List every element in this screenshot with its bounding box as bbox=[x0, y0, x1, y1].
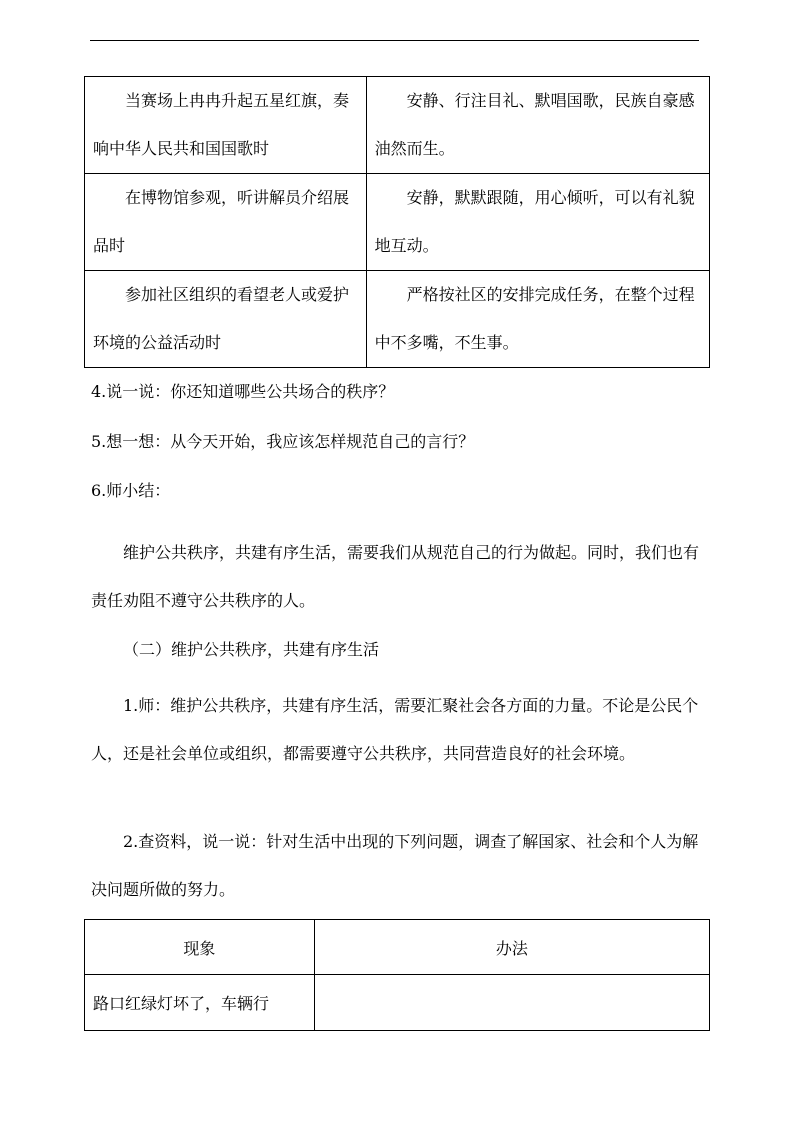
item-6: 6.师小结： bbox=[91, 481, 171, 500]
table-header-row bbox=[85, 920, 710, 975]
paragraph-2: 2.查资料，说一说：针对生活中出现的下列问题，调查了解国家、社会和个人为解决问题所做的努力。 bbox=[91, 832, 699, 899]
table-row bbox=[85, 77, 710, 174]
section-heading: （二）维护公共秩序，共建有序生活 bbox=[123, 640, 380, 659]
situation-cell: 当赛场上冉冉升起五星红旗，奏响中华人民共和国国歌时 bbox=[85, 77, 367, 174]
header-solution: 办法 bbox=[314, 920, 709, 975]
solution-cell bbox=[314, 975, 709, 1031]
behavior-cell: 安静、行注目礼、默唱国歌，民族自豪感油然而生。 bbox=[366, 77, 709, 174]
solution-table bbox=[84, 919, 710, 1031]
situation-cell: 在博物馆参观，听讲解员介绍展品时 bbox=[85, 174, 367, 271]
situation-cell: 参加社区组织的看望老人或爱护环境的公益活动时 bbox=[85, 271, 367, 368]
header-rule bbox=[90, 40, 699, 41]
table-row bbox=[85, 174, 710, 271]
phenomenon-cell: 路口红绿灯坏了，车辆行 bbox=[85, 975, 315, 1031]
item-5: 5.想一想：从今天开始，我应该怎样规范自己的言行？ bbox=[91, 432, 475, 451]
header-phenomenon: 现象 bbox=[85, 920, 315, 975]
behavior-cell: 严格按社区的安排完成任务，在整个过程中不多嘴，不生事。 bbox=[366, 271, 709, 368]
behavior-cell: 安静，默默跟随，用心倾听，可以有礼貌地互动。 bbox=[366, 174, 709, 271]
behavior-table bbox=[84, 76, 710, 368]
summary-paragraph: 维护公共秩序，共建有序生活，需要我们从规范自己的行为做起。同时，我们也有责任劝阻不遵守公共秩序的人。 bbox=[91, 543, 700, 610]
table-row bbox=[85, 271, 710, 368]
paragraph-1: 1.师：维护公共秩序，共建有序生活，需要汇聚社会各方面的力量。不论是公民个人，还是社会单位或组织，都需要遵守公共秩序，共同营造良好的社会环境。 bbox=[91, 696, 699, 763]
table-row bbox=[85, 975, 710, 1031]
item-4: 4.说一说：你还知道哪些公共场合的秩序？ bbox=[91, 382, 395, 401]
